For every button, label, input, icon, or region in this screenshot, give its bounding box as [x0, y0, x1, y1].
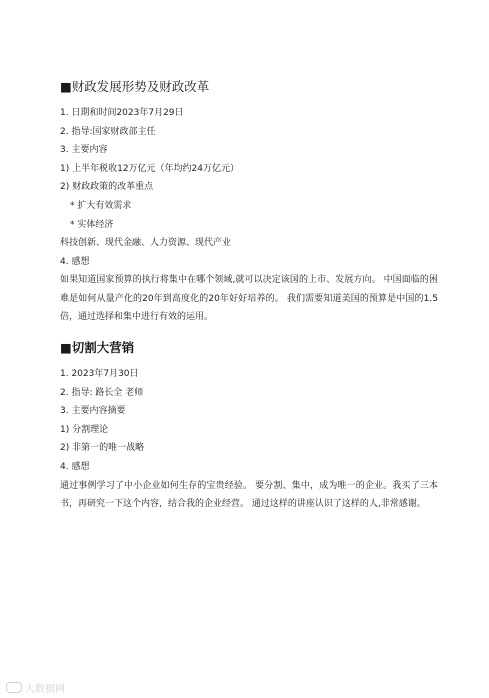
list-item-reflections: 4. 感想 — [60, 461, 90, 472]
section-segmentation-marketing — [60, 340, 440, 514]
watermark — [6, 680, 65, 695]
list-item-segmentation-theory: 1) 分割理论 — [60, 424, 109, 435]
reflection-paragraph: 通过事例学习了中小企业如何生存的宝贵经验。 要分割、集中，成为唯一的企业。我买了三本书，再研究一下这个内容，结合我的企业经营。 通过这样的讲座认识了这样的人,非常感谢。 — [60, 480, 438, 510]
list-item-date: 1. 日期和时间2023年7月29日 — [60, 108, 184, 118]
watermark-text: 大数据网 — [25, 684, 65, 695]
list-item-instructor: 2. 指导: 路长全 老师 — [60, 387, 144, 398]
bullet-real-economy: * 实体经济 — [70, 219, 114, 230]
list-item-date: 1. 2023年7月30日 — [60, 369, 139, 379]
section-title: ■切割大营销 — [60, 340, 135, 355]
list-item-instructor: 2. 指导:国家财政部主任 — [60, 126, 156, 137]
section-fiscal-reform — [60, 79, 440, 327]
list-item-unique-strategy: 2) 非第一的唯一战略 — [60, 443, 145, 454]
list-item-tax-revenue: 1) 上半年税收12万亿元（年均约24万亿元） — [60, 163, 240, 174]
watermark-logo-icon — [6, 682, 22, 693]
list-item-policy-focus: 2) 财政政策的改革重点 — [60, 182, 154, 193]
list-item-reflections: 4. 感想 — [60, 256, 90, 267]
reflection-paragraph: 如果知道国家预算的执行将集中在哪个领域,就可以决定该国的上市、发展方向。 中国面临的困难是如何从量产化的20年到高度化的20年好好培养的。 我们需要知道美国的预算是中国的1.5倍，通过选择和集中进行有效的运用。 — [60, 275, 438, 323]
section-title: ■财政发展形势及财政改革 — [60, 79, 210, 94]
bullet-expand-demand: * 扩大有效需求 — [70, 200, 132, 211]
list-item-summary: 3. 主要内容摘要 — [60, 406, 126, 417]
list-item-main-content: 3. 主要内容 — [60, 145, 108, 156]
keywords-line: 科技创新、现代金融、人力资源、现代产业 — [60, 238, 232, 249]
